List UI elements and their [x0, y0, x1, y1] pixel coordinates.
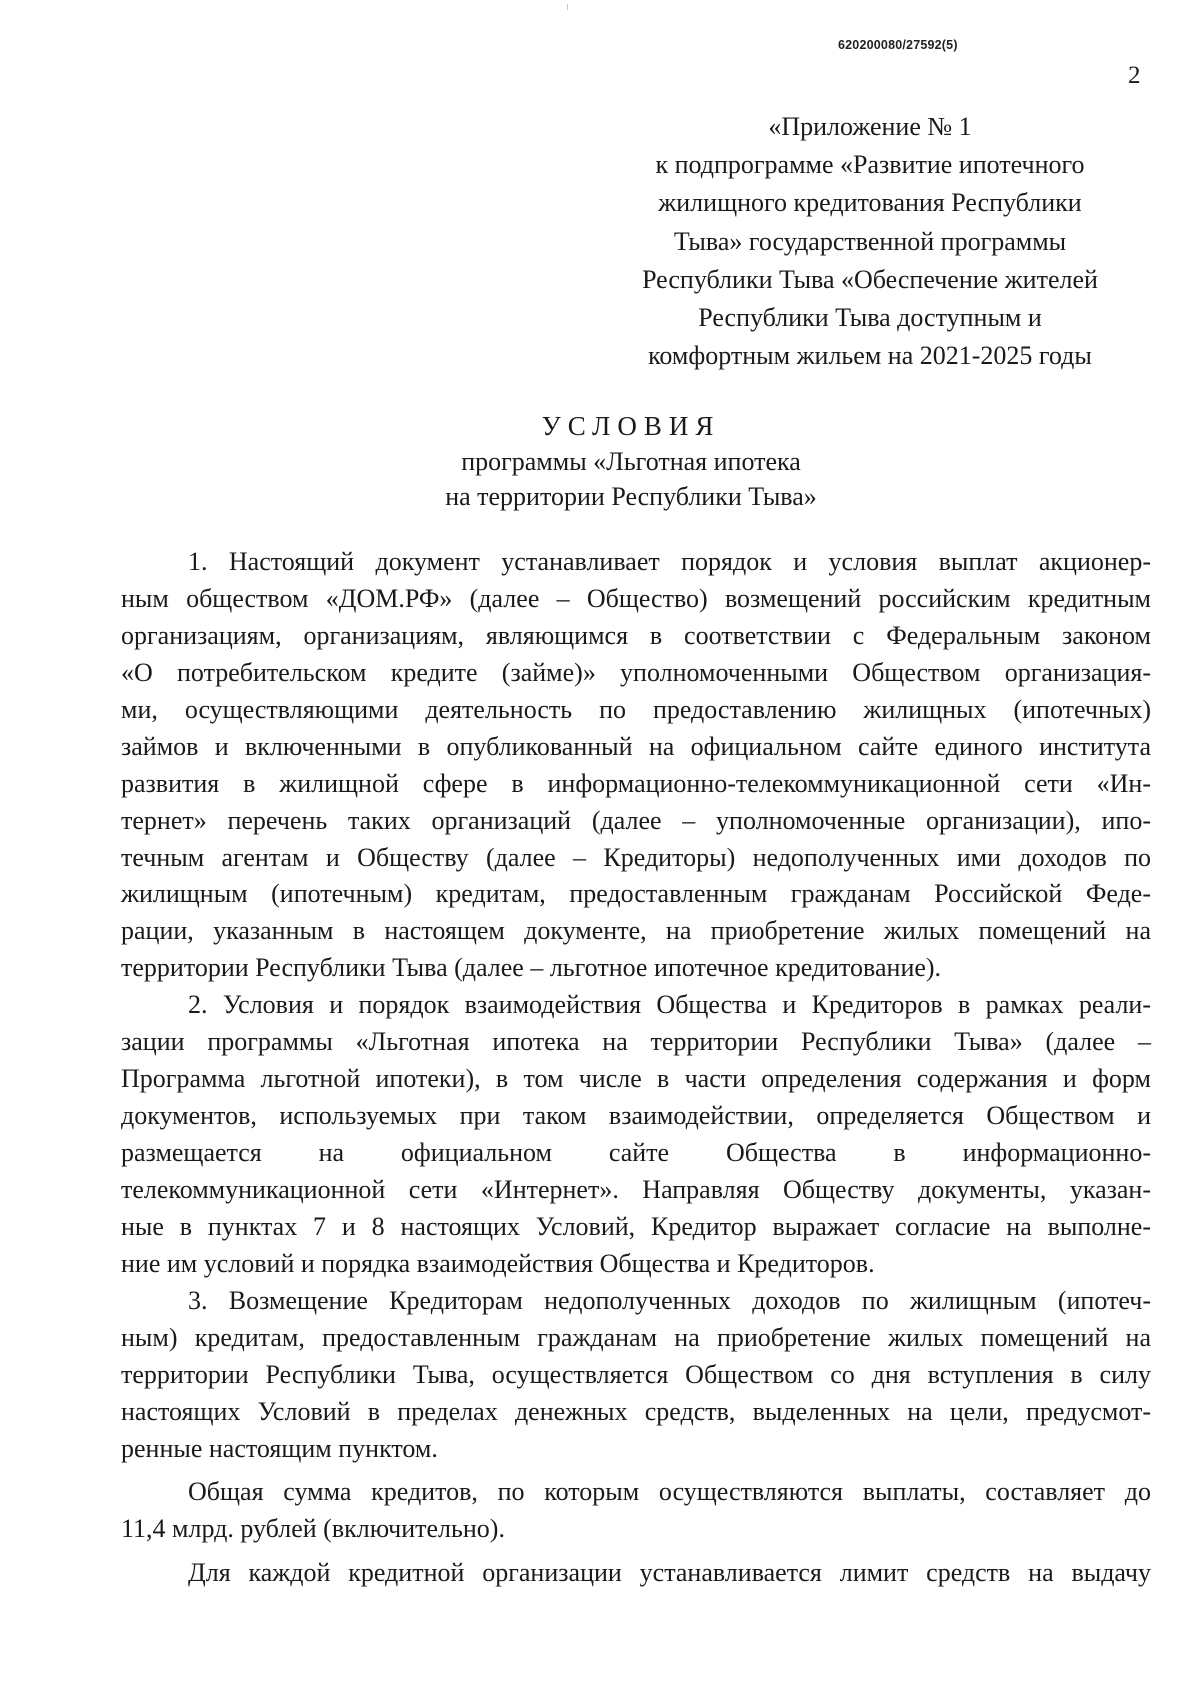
paragraph-2-line: ные в пунктах 7 и 8 настоящих Условий, Кредитор выражает согласие на выполне- [121, 1211, 1151, 1241]
appendix-line: комфортным жильем на 2021-2025 годы [648, 341, 1092, 371]
paragraph-2-line: 2. Условия и порядок взаимодействия Общества и Кредиторов в рамках реали- [188, 990, 1151, 1020]
paragraph-2-line: Программа льготной ипотеки), в том числе в части определения содержания и форм [121, 1064, 1151, 1094]
paragraph-1-line: территории Республики Тыва (далее – льготное ипотечное кредитование). [121, 953, 942, 983]
paragraph-2-line: документов, используемых при таком взаимодействии, определяется Обществом и [121, 1101, 1151, 1131]
paragraph-3-line: ренные настоящим пунктом. [121, 1433, 438, 1463]
document-body [121, 544, 1151, 1592]
paragraph-2-line: телекоммуникационной сети «Интернет». Направляя Обществу документы, указан- [121, 1174, 1151, 1204]
title-subline: программы «Льготная ипотека [461, 447, 801, 476]
paragraph-1-line: жилищным (ипотечным) кредитам, предоставленным гражданам Российской Феде- [121, 879, 1151, 909]
paragraph-3-line: настоящих Условий в пределах денежных средств, выделенных на цели, предусмот- [121, 1396, 1151, 1426]
appendix-line: Республики Тыва доступным и [698, 303, 1042, 333]
paragraph-4-line: 11,4 млрд. рублей (включительно). [121, 1514, 505, 1544]
paragraph-1-line: ми, осуществляющими деятельность по предоставлению жилищных (ипотечных) [121, 694, 1151, 724]
paragraph-1-line: организациям, организациям, являющимся в соответствии с Федеральным законом [121, 620, 1151, 650]
paragraph-2-line: зации программы «Льготная ипотека на территории Республики Тыва» (далее – [121, 1027, 1151, 1057]
paragraph-4-line: Общая сумма кредитов, по которым осуществляются выплаты, составляет до [188, 1477, 1151, 1507]
title-subline: на территории Республики Тыва» [445, 482, 817, 511]
paragraph-1-line: займов и включенными в опубликованный на официальном сайте единого института [121, 731, 1151, 761]
paragraph-1-line: 1. Настоящий документ устанавливает порядок и условия выплат акционер- [188, 547, 1151, 576]
appendix-line: Тыва» государственной программы [673, 226, 1067, 256]
paragraph-1-line: тернет» перечень таких организаций (далее – уполномоченные организации), ипо- [121, 805, 1151, 835]
paragraph-2-line: размещается на официальном сайте Общества в информационно- [121, 1138, 1151, 1167]
appendix-line: «Приложение № 1 [768, 112, 972, 141]
paragraph-3-line: 3. Возмещение Кредиторам недополученных доходов по жилищным (ипотеч- [188, 1285, 1151, 1315]
appendix-line: Республики Тыва «Обеспечение жителей [642, 264, 1098, 294]
paragraph-3-line: территории Республики Тыва, осуществляется Обществом со дня вступления в силу [121, 1359, 1151, 1389]
paragraph-1-line: «О потребительском кредите (займе)» уполномоченными Обществом организация- [121, 657, 1151, 687]
paragraph-1-line: развития в жилищной сфере в информационно-телекоммуникационной сети «Ин- [121, 768, 1151, 798]
scan-speck [567, 4, 568, 10]
paragraph-1-line: рации, указанным в настоящем документе, на приобретение жилых помещений на [121, 916, 1151, 946]
document-title [0, 408, 1200, 514]
title-heading: УСЛОВИЯ [541, 411, 721, 441]
paragraph-5-line: Для каждой кредитной организации устанавливается лимит средств на выдачу [188, 1558, 1151, 1588]
paragraph-1-line: ным обществом «ДОМ.РФ» (далее – Общество) возмещений российским кредитным [121, 583, 1151, 613]
paragraph-1-line: течным агентам и Обществу (далее – Кредиторы) недополученных ими доходов по [121, 842, 1151, 872]
page-number: 2 [1128, 62, 1141, 89]
appendix-header [620, 108, 1120, 375]
appendix-line: жилищного кредитования Республики [658, 188, 1082, 218]
paragraph-3-line: ным) кредитам, предоставленным гражданам на приобретение жилых помещений на [121, 1322, 1151, 1352]
paragraph-gap [121, 1548, 1151, 1555]
appendix-line: к подпрограмме «Развитие ипотечного [655, 150, 1085, 180]
paragraph-2-line: ние им условий и порядка взаимодействия Общества и Кредиторов. [121, 1248, 875, 1278]
document-number: 620200080/27592(5) [838, 38, 958, 52]
paragraph-gap [121, 1467, 1151, 1474]
